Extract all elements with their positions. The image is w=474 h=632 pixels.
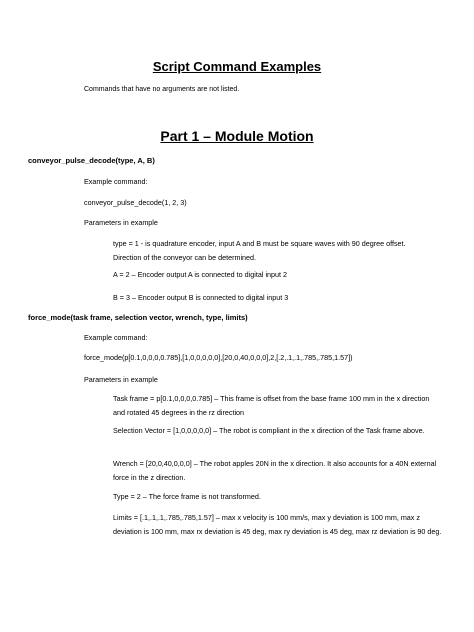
conveyor-param-b: B = 3 – Encoder output B is connected to digital input 3	[113, 293, 289, 302]
conveyor-example: conveyor_pulse_decode(1, 2, 3)	[84, 198, 187, 207]
force-mode-selection-vector: Selection Vector = [1,0,0,0,0,0] – The robot is compliant in the x direction of the Task frame above.	[113, 426, 425, 435]
conveyor-param-type: type = 1 - is quadrature encoder, input A and B must be square waves with 90 degree offset. Direction of the conveyor can be determined.	[113, 239, 406, 262]
force-mode-example: force_mode(p[0.1,0,0,0,0.785],[1,0,0,0,0,0],[20,0,40,0,0,0],2,[.2,.1,.1,.785,.785,1.57])	[84, 353, 353, 362]
conveyor-signature: conveyor_pulse_decode(type, A, B)	[28, 156, 155, 165]
force-mode-task-frame: Task frame = p[0.1,0,0,0,0.785] – This frame is offset from the base frame 100 mm in the x direction and rotated 45 degrees in the rz direction	[113, 394, 430, 417]
part1-heading: Part 1 – Module Motion	[160, 128, 314, 144]
force-mode-type: Type = 2 – The force frame is not transformed.	[113, 492, 261, 501]
conveyor-param-a: A = 2 – Encoder output A is connected to digital input 2	[113, 270, 288, 279]
conveyor-example-label: Example command:	[84, 177, 148, 186]
conveyor-params-label: Parameters in example	[84, 218, 158, 227]
force-mode-wrench: Wrench = [20,0,40,0,0,0] – The robot apples 20N in the x direction. It also accounts for a 40N external force in the z direction.	[113, 459, 437, 482]
force-mode-limits: Limits = [.1,.1,.1,.785,.785,1.57] – max x velocity is 100 mm/s, max y deviation is 100 mm, max z deviation is 100 mm, max rx deviation is 45 deg, max ry deviation is 45 deg, max rz deviation is 90 deg.	[113, 513, 442, 536]
document-note: Commands that have no arguments are not listed.	[84, 86, 240, 93]
document-title: Script Command Examples	[152, 59, 322, 74]
force-mode-example-label: Example command:	[84, 333, 148, 342]
force-mode-signature: force_mode(task frame, selection vector, wrench, type, limits)	[28, 313, 248, 322]
force-mode-params-label: Parameters in example	[84, 375, 158, 384]
